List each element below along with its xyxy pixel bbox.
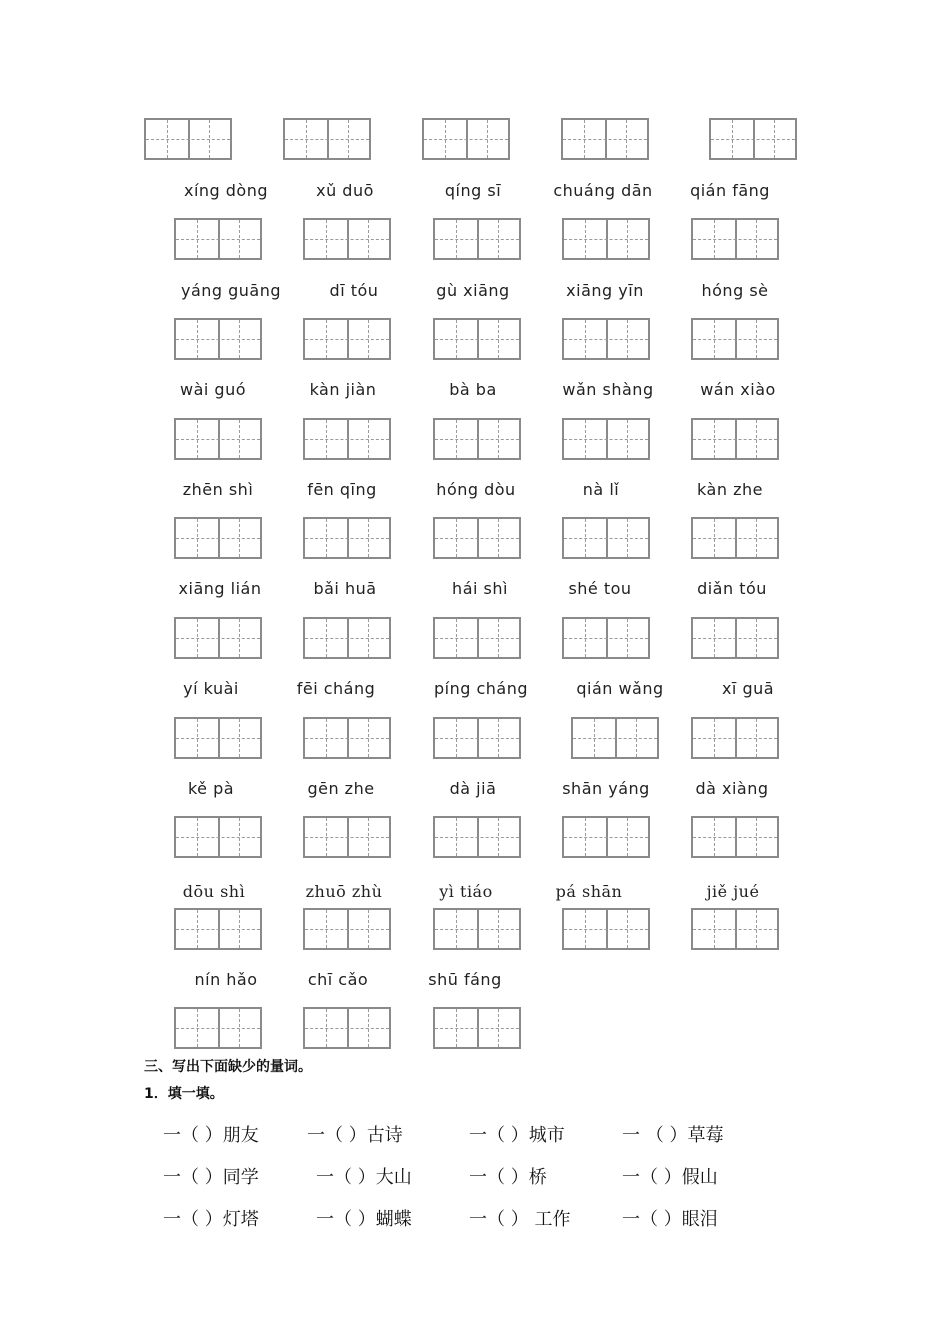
pinyin-label: kě pà bbox=[187, 779, 235, 798]
pinyin-label: shé tou bbox=[568, 579, 632, 598]
writing-grid[interactable] bbox=[433, 418, 521, 460]
writing-grid[interactable] bbox=[174, 517, 262, 559]
writing-grid[interactable] bbox=[422, 118, 510, 160]
writing-grid[interactable] bbox=[303, 318, 391, 360]
writing-grid[interactable] bbox=[303, 517, 391, 559]
writing-grid[interactable] bbox=[691, 318, 779, 360]
writing-grid[interactable] bbox=[433, 517, 521, 559]
fill-blank-item[interactable]: 一（ ）假山 bbox=[622, 1167, 718, 1188]
writing-grid[interactable] bbox=[709, 118, 797, 160]
pinyin-label: kàn jiàn bbox=[309, 380, 377, 399]
pinyin-label: yáng guāng bbox=[180, 281, 282, 300]
writing-grid[interactable] bbox=[174, 218, 262, 260]
pinyin-label: qíng sī bbox=[444, 181, 502, 200]
pinyin-label: hóng sè bbox=[701, 281, 769, 300]
writing-grid[interactable] bbox=[303, 1007, 391, 1049]
writing-grid[interactable] bbox=[562, 517, 650, 559]
writing-grid[interactable] bbox=[303, 816, 391, 858]
writing-grid[interactable] bbox=[174, 318, 262, 360]
writing-grid[interactable] bbox=[571, 717, 659, 759]
pinyin-label: nà lǐ bbox=[582, 480, 620, 499]
pinyin-label: gēn zhe bbox=[307, 779, 375, 798]
writing-grid[interactable] bbox=[562, 908, 650, 950]
writing-grid[interactable] bbox=[174, 816, 262, 858]
fill-blank-item[interactable]: 一（ ）同学 bbox=[163, 1167, 259, 1188]
fill-blank-item[interactable]: 一（ ）桥 bbox=[469, 1167, 547, 1188]
writing-grid[interactable] bbox=[303, 717, 391, 759]
pinyin-label: xíng dòng bbox=[183, 181, 269, 200]
writing-grid[interactable] bbox=[691, 517, 779, 559]
writing-grid[interactable] bbox=[562, 816, 650, 858]
pinyin-label: shū fáng bbox=[428, 970, 502, 989]
pinyin-label: diǎn tóu bbox=[697, 579, 767, 598]
fill-blank-item[interactable]: 一（ ）大山 bbox=[316, 1167, 412, 1188]
pinyin-label: hái shì bbox=[452, 579, 508, 598]
pinyin-label: dī tóu bbox=[329, 281, 379, 300]
fill-blank-item[interactable]: 一（ ）城市 bbox=[469, 1125, 565, 1146]
writing-grid[interactable] bbox=[174, 908, 262, 950]
pinyin-label: dōu shì bbox=[182, 882, 246, 901]
pinyin-label: wài guó bbox=[179, 380, 247, 399]
writing-grid[interactable] bbox=[433, 218, 521, 260]
pinyin-label: yí kuài bbox=[183, 679, 239, 698]
pinyin-label: dà xiàng bbox=[695, 779, 769, 798]
fill-blank-item[interactable]: 一（ ）蝴蝶 bbox=[316, 1209, 412, 1230]
pinyin-label: xiāng lián bbox=[178, 579, 262, 598]
writing-grid[interactable] bbox=[691, 617, 779, 659]
writing-grid[interactable] bbox=[174, 717, 262, 759]
section-subtitle: 1．填一填。 bbox=[144, 1086, 224, 1102]
writing-grid[interactable] bbox=[691, 218, 779, 260]
pinyin-label: gù xiāng bbox=[436, 281, 510, 300]
writing-grid[interactable] bbox=[433, 816, 521, 858]
pinyin-label: nín hǎo bbox=[194, 970, 258, 989]
pinyin-label: zhēn shì bbox=[182, 480, 254, 499]
writing-grid[interactable] bbox=[174, 1007, 262, 1049]
fill-blank-item[interactable]: 一（ ） 工作 bbox=[469, 1209, 571, 1230]
pinyin-label: bǎi huā bbox=[313, 579, 377, 598]
writing-grid[interactable] bbox=[433, 617, 521, 659]
writing-grid[interactable] bbox=[562, 617, 650, 659]
fill-blank-item[interactable]: 一（ ）古诗 bbox=[307, 1125, 403, 1146]
writing-grid[interactable] bbox=[562, 418, 650, 460]
pinyin-label: qián fāng bbox=[690, 181, 770, 200]
writing-grid[interactable] bbox=[283, 118, 371, 160]
pinyin-label: píng cháng bbox=[433, 679, 529, 698]
pinyin-label: chī cǎo bbox=[307, 970, 369, 989]
writing-grid[interactable] bbox=[433, 1007, 521, 1049]
pinyin-label: wǎn shàng bbox=[562, 380, 654, 399]
pinyin-label: hóng dòu bbox=[436, 480, 516, 499]
writing-grid[interactable] bbox=[433, 318, 521, 360]
writing-grid[interactable] bbox=[303, 617, 391, 659]
fill-blank-item[interactable]: 一（ ）灯塔 bbox=[163, 1209, 259, 1230]
writing-grid[interactable] bbox=[562, 218, 650, 260]
pinyin-label: pá shān bbox=[555, 882, 623, 901]
pinyin-label: dà jiā bbox=[449, 779, 497, 798]
pinyin-label: kàn zhe bbox=[697, 480, 763, 499]
writing-grid[interactable] bbox=[144, 118, 232, 160]
writing-grid[interactable] bbox=[691, 908, 779, 950]
pinyin-label: fēn qīng bbox=[307, 480, 377, 499]
pinyin-label: chuáng dān bbox=[553, 181, 653, 200]
fill-blank-item[interactable]: 一（ ）眼泪 bbox=[622, 1209, 718, 1230]
writing-grid[interactable] bbox=[433, 717, 521, 759]
pinyin-label: xiāng yīn bbox=[566, 281, 644, 300]
writing-grid[interactable] bbox=[303, 218, 391, 260]
writing-grid[interactable] bbox=[691, 816, 779, 858]
writing-grid[interactable] bbox=[303, 908, 391, 950]
writing-grid[interactable] bbox=[562, 318, 650, 360]
pinyin-label: zhuō zhù bbox=[305, 882, 383, 901]
fill-blank-item[interactable]: 一（ ）朋友 bbox=[163, 1125, 259, 1146]
writing-grid[interactable] bbox=[174, 418, 262, 460]
fill-blank-item[interactable]: 一 （ ）草莓 bbox=[622, 1125, 724, 1146]
writing-grid[interactable] bbox=[174, 617, 262, 659]
pinyin-label: jiě jué bbox=[706, 882, 760, 901]
pinyin-label: bà ba bbox=[449, 380, 497, 399]
writing-grid[interactable] bbox=[433, 908, 521, 950]
pinyin-label: wán xiào bbox=[700, 380, 776, 399]
pinyin-label: xī guā bbox=[721, 679, 775, 698]
pinyin-label: qián wǎng bbox=[576, 679, 664, 698]
writing-grid[interactable] bbox=[691, 717, 779, 759]
pinyin-label: yì tiáo bbox=[439, 882, 493, 901]
pinyin-label: xǔ duō bbox=[316, 181, 374, 200]
pinyin-label: shān yáng bbox=[562, 779, 650, 798]
pinyin-label: fēi cháng bbox=[296, 679, 376, 698]
writing-grid[interactable] bbox=[303, 418, 391, 460]
writing-grid[interactable] bbox=[561, 118, 649, 160]
section-title: 三、写出下面缺少的量词。 bbox=[144, 1059, 312, 1075]
writing-grid[interactable] bbox=[691, 418, 779, 460]
